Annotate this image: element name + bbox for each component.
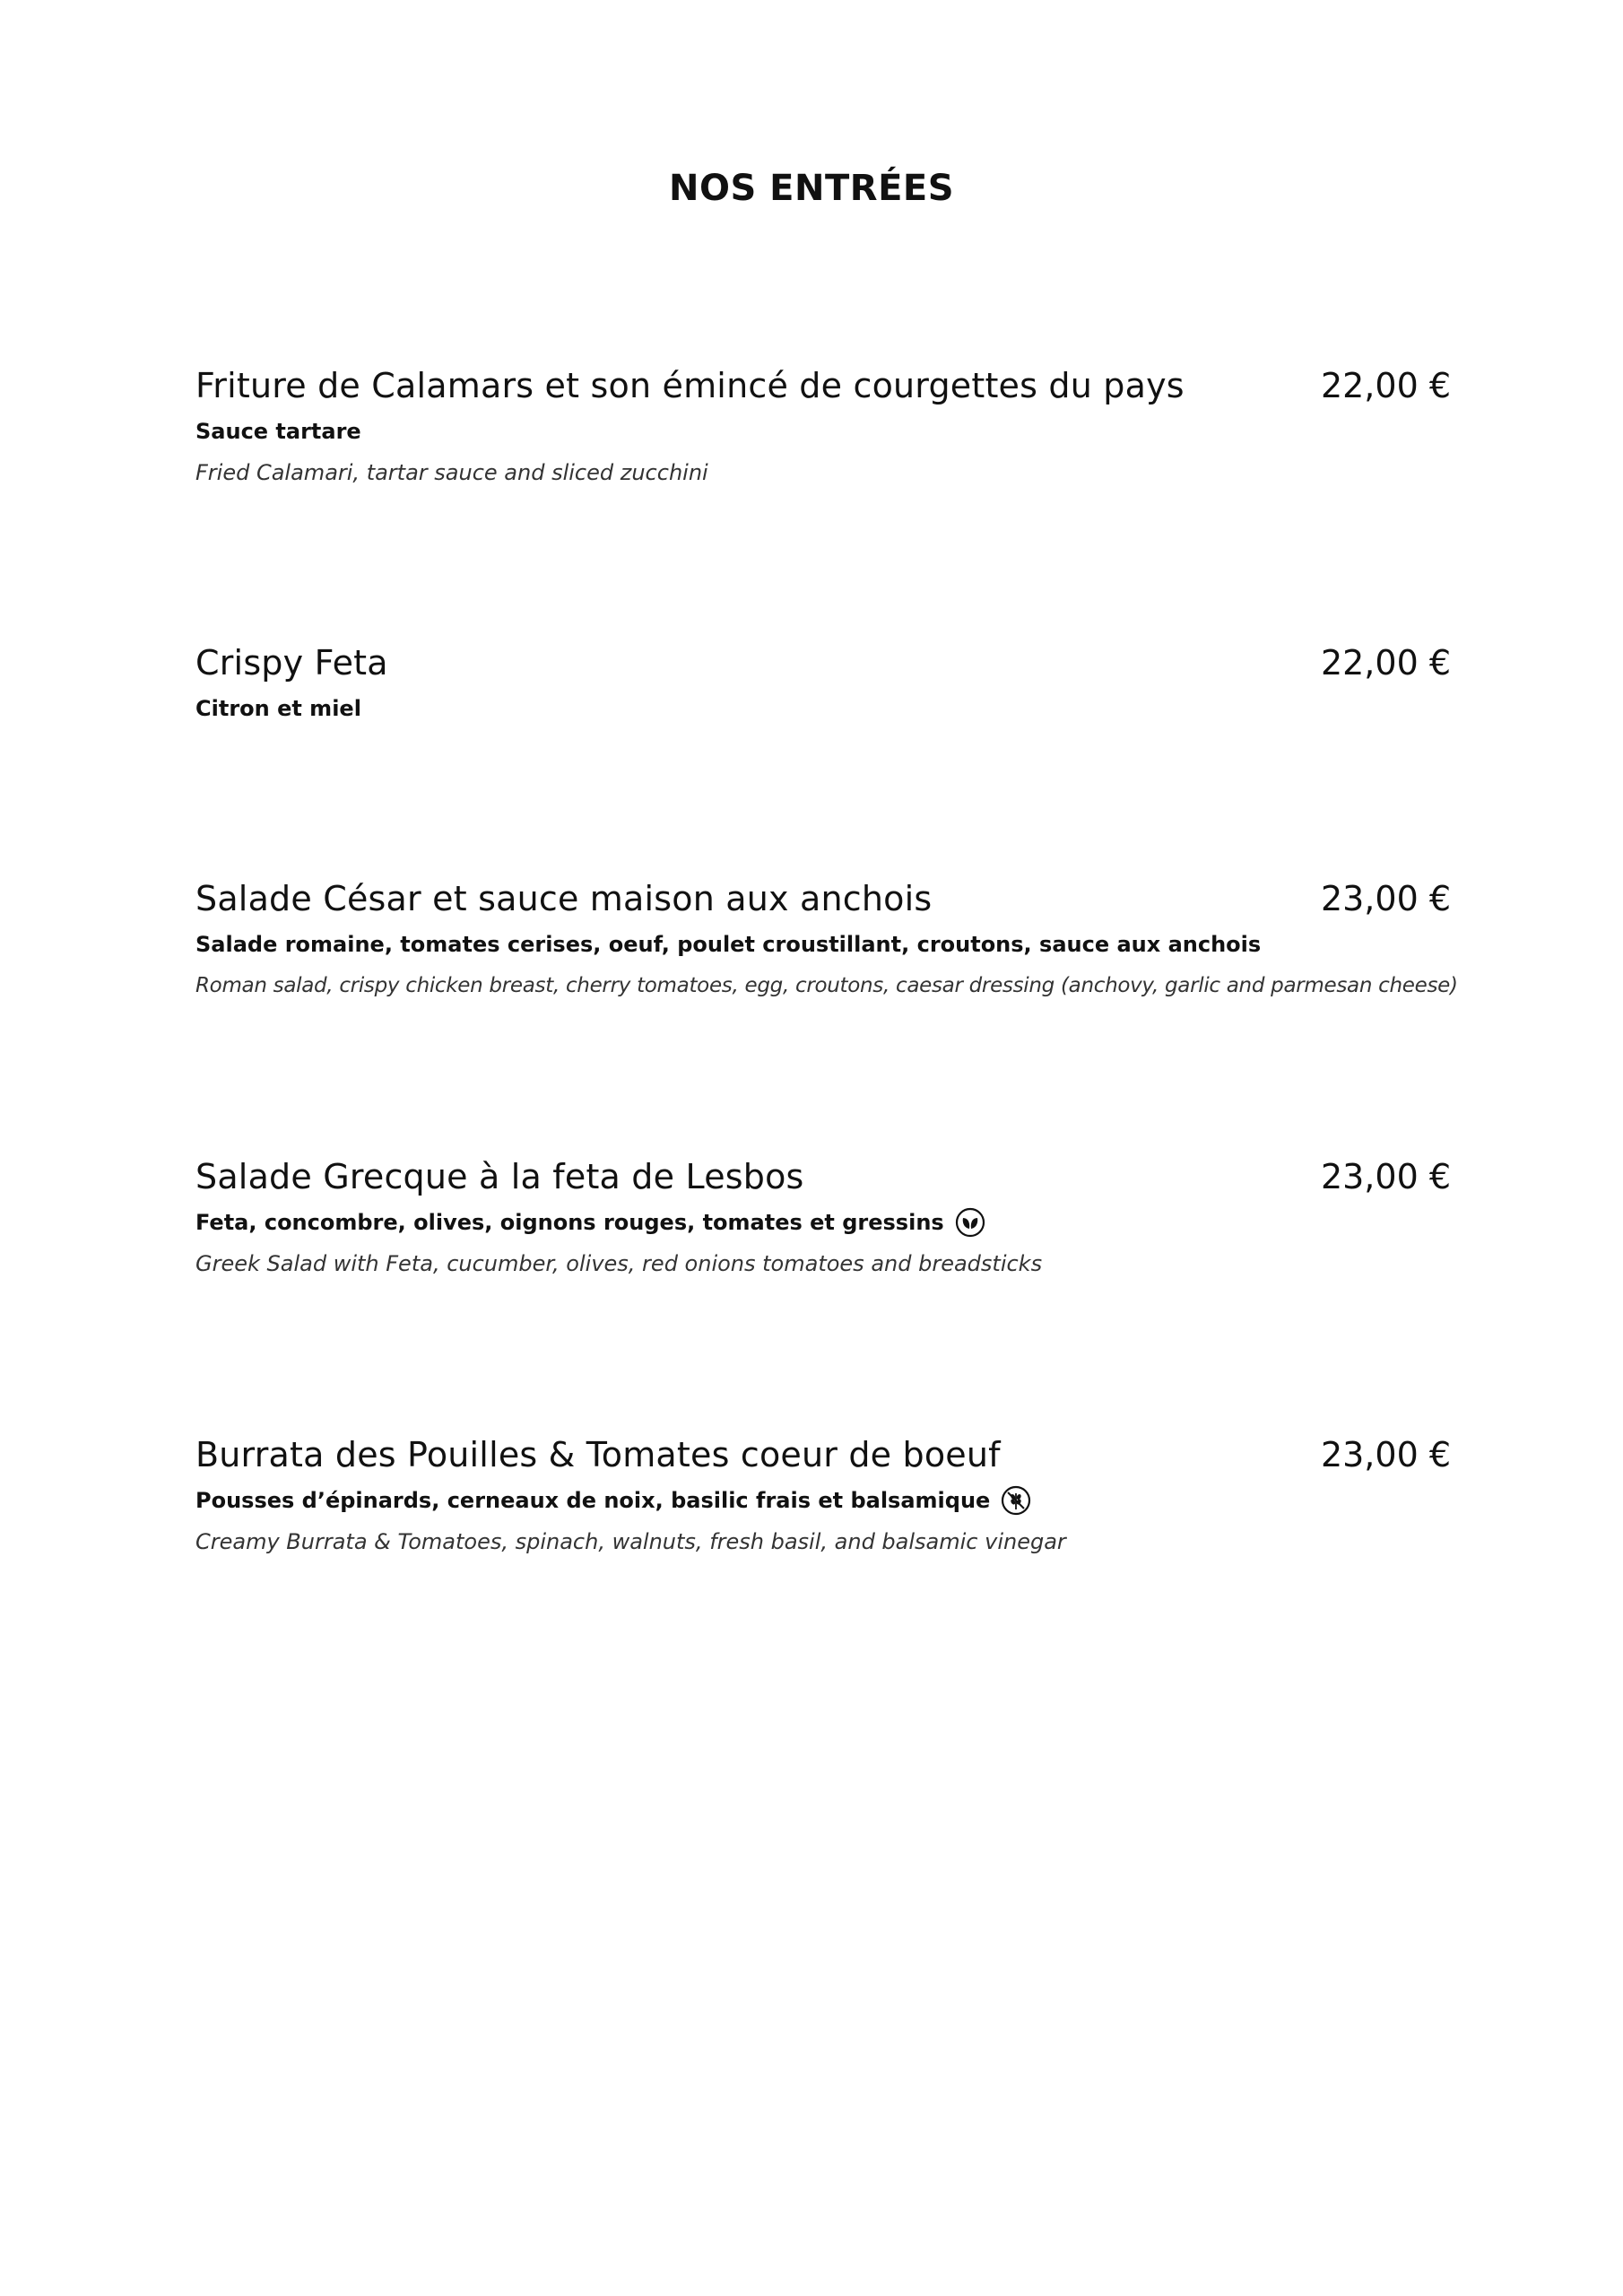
dish-description-en: Greek Salad with Feta, cucumber, olives, red onions tomatoes and breadsticks	[195, 1251, 1043, 1276]
dish-description-fr-text: Sauce tartare	[195, 419, 361, 444]
dish-description-en: Fried Calamari, tartar sauce and sliced zucchini	[195, 460, 708, 485]
vegetarian-leaf-icon	[955, 1207, 985, 1238]
menu-item-header	[195, 1153, 1451, 1200]
dish-description-en: Roman salad, crispy chicken breast, cherry tomatoes, egg, croutons, caesar dressing (anchovy, garlic and parmesan cheese)	[195, 974, 1458, 997]
dish-name: Friture de Calamars et son émincé de courgettes du pays	[195, 366, 1185, 405]
menu-item-burrata	[195, 1431, 1451, 1557]
dish-name: Salade Grecque à la feta de Lesbos	[195, 1157, 804, 1196]
menu-item-header	[195, 639, 1451, 686]
dish-price: 23,00 €	[1320, 1157, 1451, 1196]
menu-item-header	[195, 362, 1451, 409]
dish-price: 23,00 €	[1320, 1435, 1451, 1474]
dish-description-en: Creamy Burrata & Tomatoes, spinach, walnuts, fresh basil, and balsamic vinegar	[195, 1529, 1066, 1554]
dish-description-fr	[195, 693, 1451, 724]
menu-item-header	[195, 1431, 1451, 1478]
dish-description-fr	[195, 416, 1451, 447]
menu-item-crispy-feta	[195, 639, 1451, 724]
dish-description-fr-text: Citron et miel	[195, 696, 361, 721]
dish-description-fr	[195, 1207, 1451, 1238]
dish-name: Crispy Feta	[195, 643, 388, 683]
dish-name: Burrata des Pouilles & Tomates coeur de boeuf	[195, 1435, 1001, 1474]
dish-description-fr-text: Salade romaine, tomates cerises, oeuf, poulet croustillant, croutons, sauce aux anchois	[195, 932, 1262, 957]
dish-description-fr	[195, 1485, 1451, 1516]
dish-description-fr-text: Pousses d’épinards, cerneaux de noix, basilic frais et balsamique	[195, 1488, 991, 1513]
dish-description-fr	[195, 929, 1451, 960]
dish-name: Salade César et sauce maison aux anchois	[195, 879, 933, 918]
dish-description-fr-text: Feta, concombre, olives, oignons rouges, tomates et gressins	[195, 1210, 944, 1235]
menu-item-friture-calamars	[195, 362, 1451, 488]
menu-item-salade-cesar	[195, 875, 1458, 1001]
menu-item-header	[195, 875, 1451, 922]
menu-item-salade-grecque	[195, 1153, 1451, 1279]
page-title: NOS ENTRÉES	[668, 168, 955, 209]
dish-price: 22,00 €	[1320, 366, 1451, 405]
dish-price: 22,00 €	[1320, 643, 1451, 683]
gluten-free-icon	[1001, 1485, 1031, 1516]
dish-price: 23,00 €	[1320, 879, 1451, 918]
